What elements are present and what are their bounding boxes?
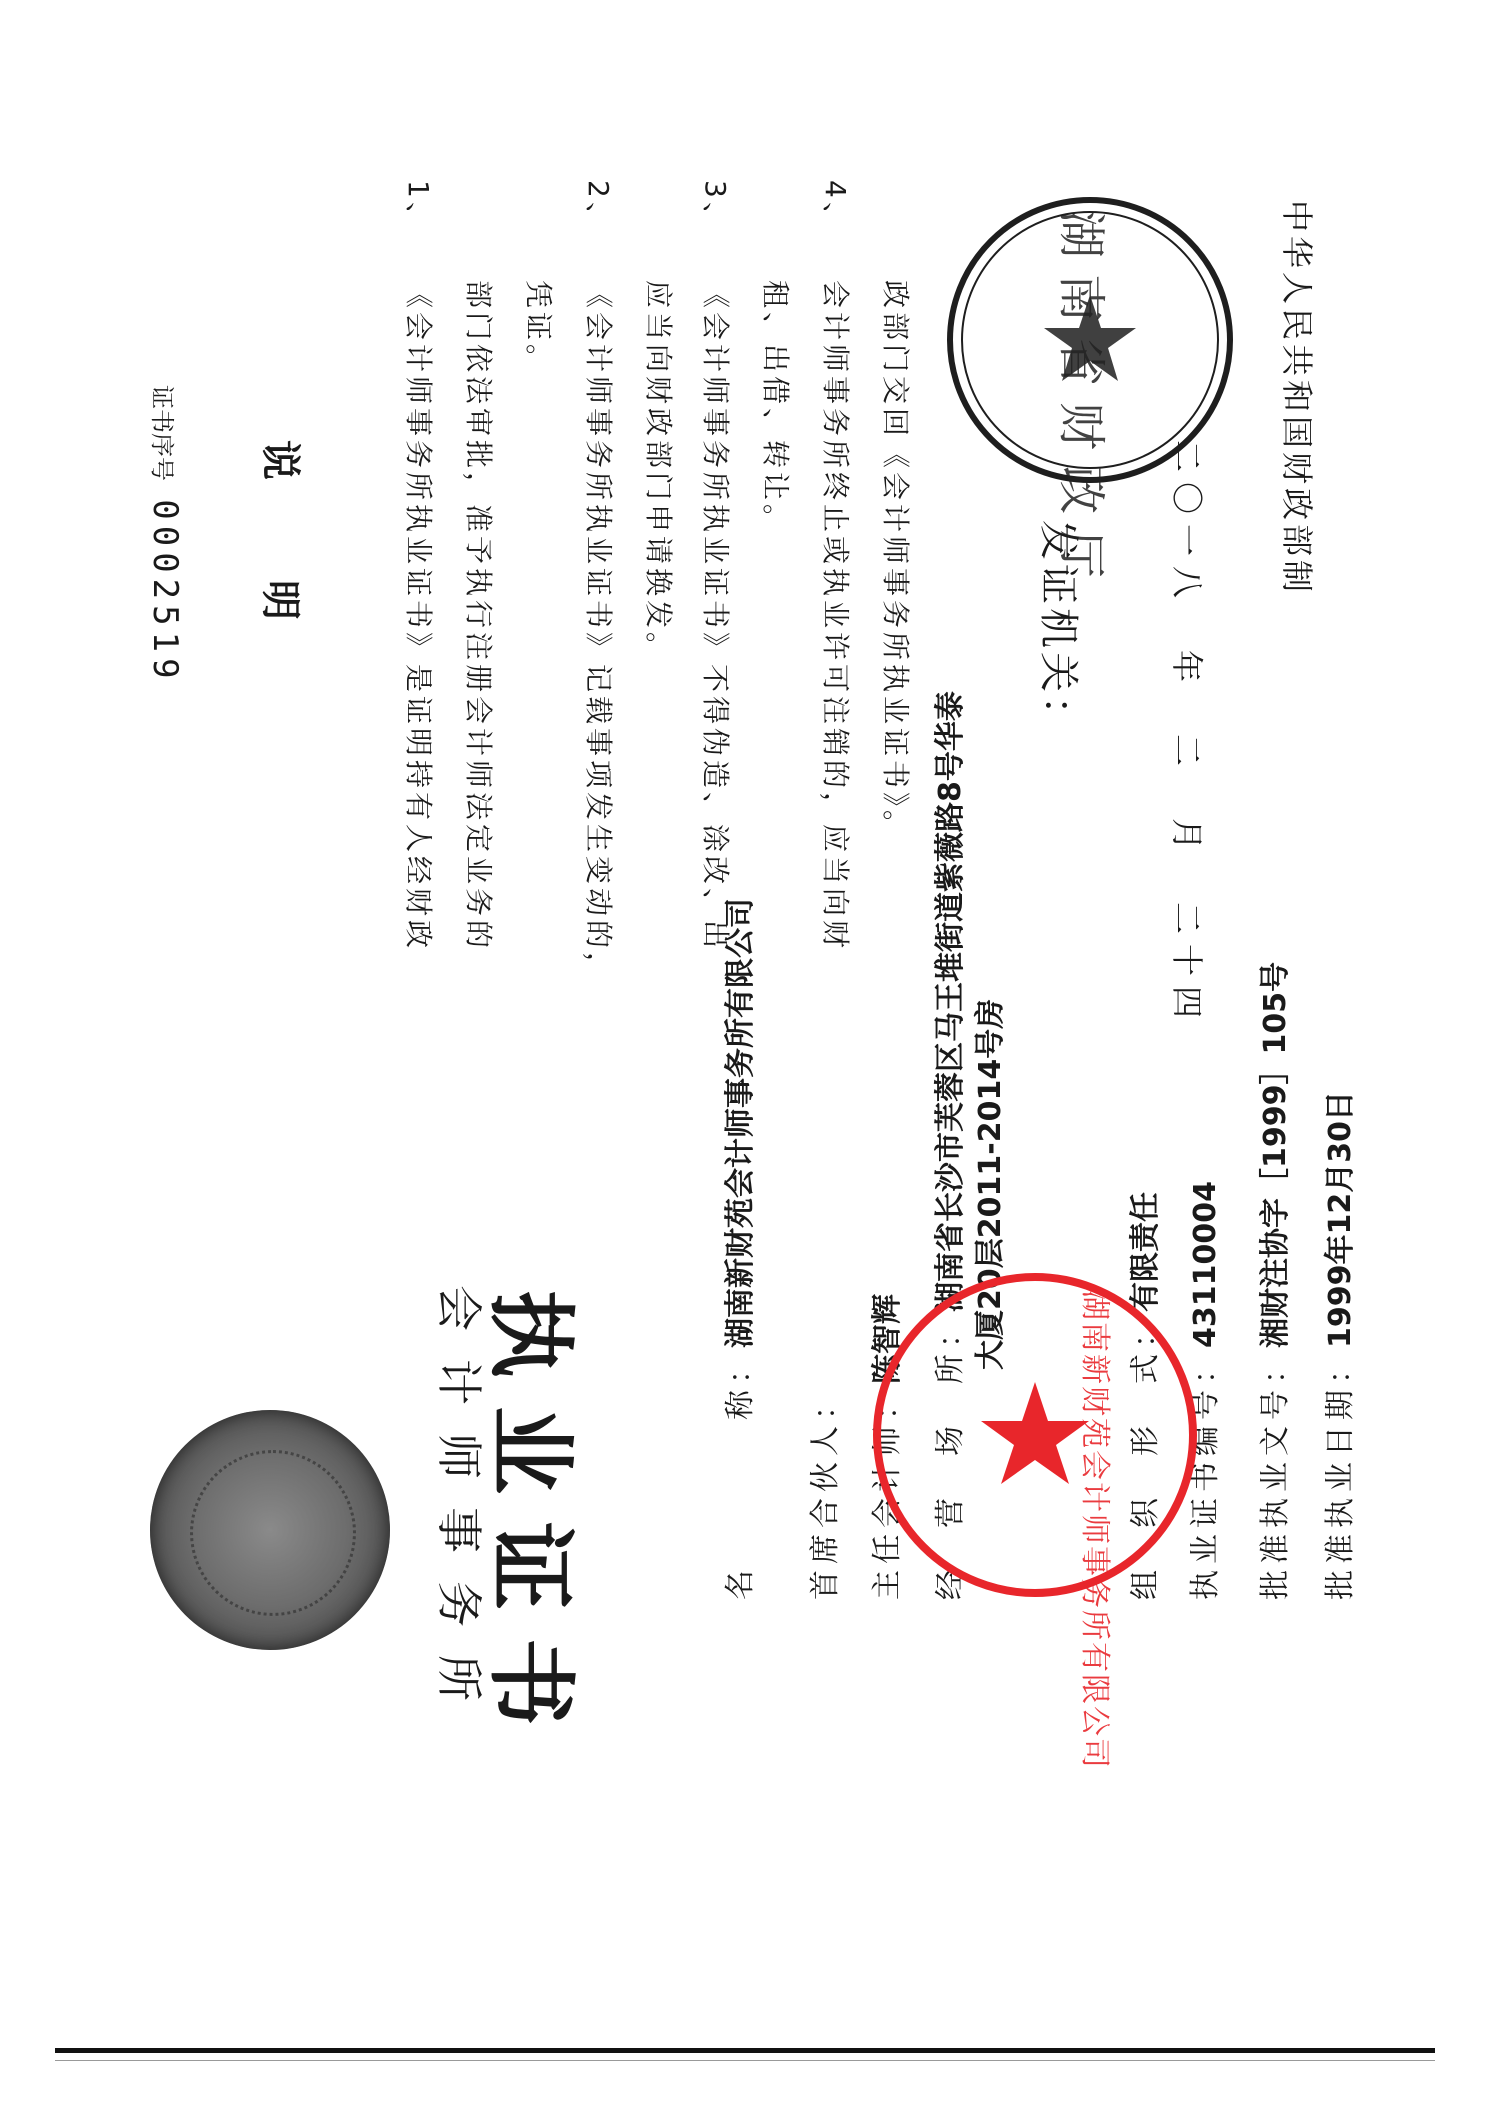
cert-field-label: 名 称：: [723, 1348, 758, 1600]
cert-field-label: 首席合伙人：: [808, 1384, 843, 1600]
cert-field-row: [715, 898, 759, 1600]
note-number: 2、: [582, 180, 615, 234]
note-text: 《会计师事务所执业证书》不得伪造、涂改、出: [699, 280, 732, 953]
note-text: 《会计师事务所执业证书》记载事项发生变动的，: [582, 280, 615, 985]
serial-line: [145, 385, 185, 685]
bottom-rule: [55, 2048, 1435, 2053]
note-line: [460, 280, 500, 952]
cert-field-value: 1999年12月30日: [1323, 1091, 1358, 1348]
note-line: [400, 180, 440, 952]
note-number: 1、: [402, 180, 435, 234]
note-line: [877, 280, 917, 842]
serial-number: 0002519: [145, 499, 185, 685]
note-text: 会计师事务所终止或执业许可注销的，应当向财: [819, 280, 852, 953]
cert-field-label: 执业证书编号：: [1188, 1348, 1223, 1600]
cert-field-row: [800, 1384, 844, 1600]
note-line: [640, 280, 680, 664]
cert-title-small: 会计师事务所: [432, 1285, 486, 1729]
cert-field-value: 大厦20层2011-2014号房: [973, 998, 1008, 1370]
note-text: 《会计师事务所执业证书》是证明持有人经财政: [402, 280, 435, 953]
cert-field-row: [1315, 1091, 1359, 1600]
cert-field-label: 主任会计师：: [870, 1384, 905, 1600]
cert-field-value: 湘财注协字［1999］105号: [1258, 961, 1293, 1348]
cert-field-value: 湖南新财苑会计师事务所有限公司: [723, 898, 758, 1348]
note-line: [757, 280, 797, 536]
cert-field-label: 经 营 场 所：: [933, 1312, 968, 1600]
cert-field-value: 湖南省长沙市芙蓉区马王堆街道紫薇路8号华泰: [933, 691, 968, 1312]
bottom-rule-thin: [55, 2060, 1435, 2061]
note-text: 政部门交回《会计师事务所执业证书》。: [879, 280, 912, 843]
cert-field-value: 有限责任: [1128, 1192, 1163, 1312]
note-text: 部门依法审批，准予执行注册会计师法定业务的: [462, 280, 495, 953]
note-line: [580, 180, 620, 984]
issuer-label: 发证机关：: [1035, 520, 1081, 740]
firm-seal-star-icon: [981, 1382, 1089, 1484]
cert-field-label: 批准执业文号：: [1258, 1348, 1293, 1600]
cert-field-label: 批准执业日期：: [1323, 1348, 1358, 1600]
note-number: 3、: [699, 180, 732, 234]
note-line: [520, 280, 560, 376]
cert-title-large: 执业证书: [479, 1290, 583, 1755]
note-number: 4、: [819, 180, 852, 234]
note-text: 租、出借、转让。: [759, 280, 792, 537]
note-line: [817, 180, 857, 952]
cert-field-label: 组 织 形 式：: [1128, 1312, 1163, 1600]
firm-seal-stamp: [870, 1270, 1200, 1600]
national-emblem-icon: [150, 1410, 390, 1650]
maker-line: 中华人民共和国财政部制: [1278, 200, 1316, 597]
cert-field-value: 43110004: [1188, 1181, 1223, 1348]
issue-date: 二〇一八 年 二 月 二十四: [1168, 440, 1206, 1029]
gov-seal-text: 湖南省财政厅: [1053, 210, 1109, 595]
notes-title: 说 明: [257, 440, 304, 650]
serial-label: 证书序号: [148, 385, 176, 481]
note-line: [697, 180, 737, 952]
cert-field-row: [1250, 962, 1294, 1600]
firm-seal-text: 湖南新财苑会计师事务所有限公司: [1077, 1290, 1112, 1770]
cert-field-value: 陈智辉: [870, 1294, 905, 1384]
note-text: 应当向财政部门申请换发。: [642, 280, 675, 665]
note-text: 凭证。: [522, 280, 555, 377]
